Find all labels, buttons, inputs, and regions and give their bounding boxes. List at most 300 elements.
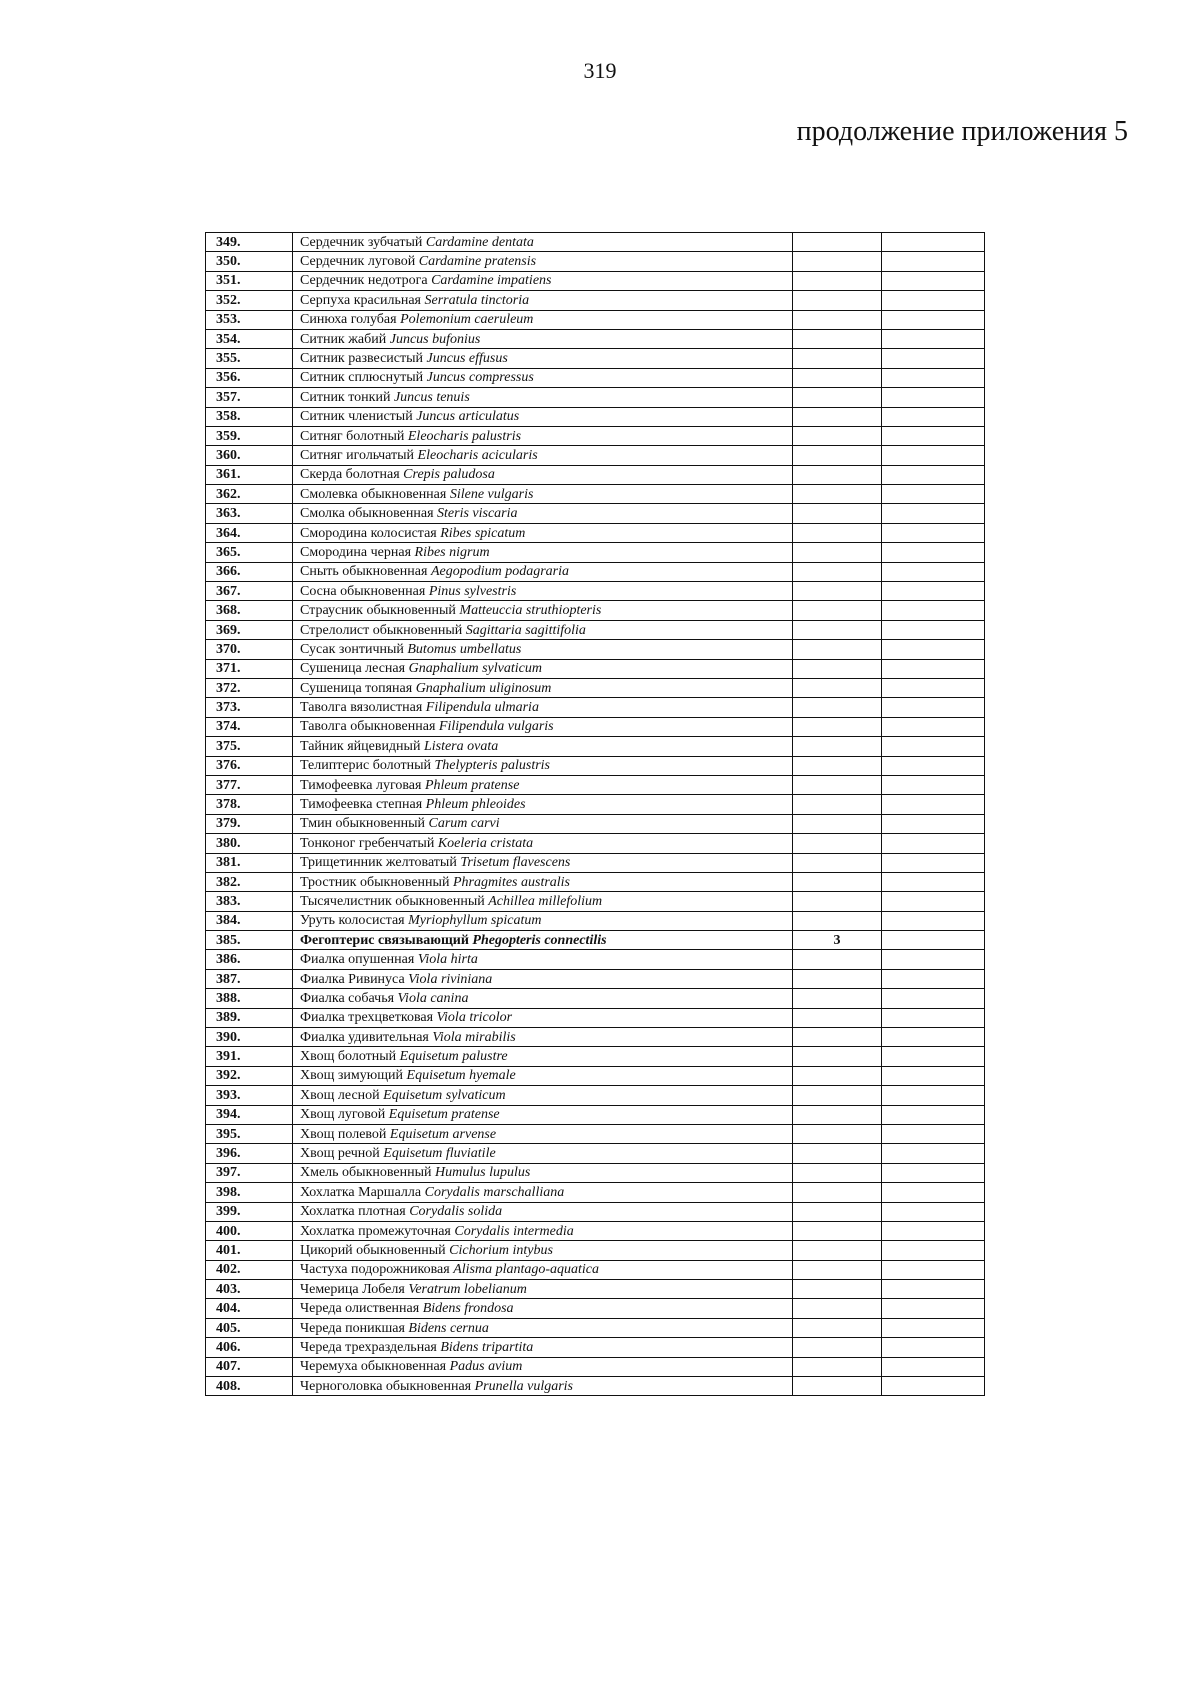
status-cell (793, 1280, 882, 1299)
species-name (293, 1008, 793, 1027)
species-name (293, 543, 793, 562)
note-cell (882, 1377, 985, 1396)
row-number: 355. (206, 349, 293, 368)
table-row (206, 446, 985, 465)
note-cell (882, 1221, 985, 1240)
table-row (206, 814, 985, 833)
note-cell (882, 775, 985, 794)
row-number: 360. (206, 446, 293, 465)
status-cell (793, 1318, 882, 1337)
species-name (293, 1357, 793, 1376)
note-cell (882, 543, 985, 562)
table-row (206, 1202, 985, 1221)
table-row (206, 1008, 985, 1027)
species-latin-name: Viola canina (397, 990, 469, 1006)
table-row (206, 989, 985, 1008)
species-latin-name: Phleum phleoides (425, 797, 526, 813)
row-number: 377. (206, 775, 293, 794)
table-row (206, 1299, 985, 1318)
species-latin-name: Eleocharis acicularis (417, 447, 538, 463)
species-latin-name: Serratula tinctoria (424, 292, 530, 308)
table-row (206, 950, 985, 969)
note-cell (882, 291, 985, 310)
table-row (206, 1280, 985, 1299)
species-russian-name: Ситник жабий (300, 331, 387, 347)
row-number: 391. (206, 1047, 293, 1066)
row-number: 349. (206, 233, 293, 252)
species-name (293, 892, 793, 911)
species-latin-name: Equisetum hyemale (406, 1068, 516, 1084)
species-russian-name: Сушеница лесная (300, 661, 406, 677)
table-row (206, 892, 985, 911)
species-name (293, 1377, 793, 1396)
table-row (206, 582, 985, 601)
table-row (206, 504, 985, 523)
species-name (293, 1047, 793, 1066)
table-row (206, 969, 985, 988)
note-cell (882, 950, 985, 969)
species-name (293, 659, 793, 678)
status-cell (793, 1086, 882, 1105)
species-russian-name: Хвощ зимующий (300, 1068, 404, 1084)
note-cell (882, 717, 985, 736)
row-number: 386. (206, 950, 293, 969)
species-latin-name: Listera ovata (423, 738, 499, 754)
row-number: 370. (206, 640, 293, 659)
row-number: 354. (206, 329, 293, 348)
row-number: 397. (206, 1163, 293, 1182)
status-cell (793, 388, 882, 407)
row-number: 406. (206, 1338, 293, 1357)
note-cell (882, 834, 985, 853)
species-latin-name: Ribes nigrum (414, 544, 490, 560)
status-cell (793, 678, 882, 697)
species-latin-name: Viola hirta (417, 952, 478, 968)
status-cell (793, 853, 882, 872)
species-latin-name: Viola tricolor (436, 1010, 513, 1026)
species-russian-name: Хохлатка промежуточная (300, 1223, 451, 1239)
row-number: 368. (206, 601, 293, 620)
status-cell (793, 717, 882, 736)
note-cell (882, 1008, 985, 1027)
species-name (293, 989, 793, 1008)
species-russian-name: Уруть колосистая (300, 913, 405, 929)
status-cell (793, 1028, 882, 1047)
table-row (206, 252, 985, 271)
species-russian-name: Череда трехраздельная (300, 1339, 437, 1355)
species-russian-name: Смолка обыкновенная (300, 506, 434, 522)
species-russian-name: Ситняг болотный (300, 428, 405, 444)
species-russian-name: Черноголовка обыкновенная (300, 1378, 472, 1394)
species-latin-name: Carum carvi (428, 816, 500, 832)
species-russian-name: Трищетинник желтоватый (300, 855, 457, 871)
table-row (206, 872, 985, 891)
note-cell (882, 601, 985, 620)
species-russian-name: Ситник развесистый (300, 351, 424, 367)
row-number: 408. (206, 1377, 293, 1396)
species-russian-name: Фиалка собачья (300, 990, 395, 1006)
species-latin-name: Viola mirabilis (432, 1029, 516, 1045)
species-russian-name: Хвощ речной (300, 1146, 380, 1162)
species-name (293, 911, 793, 930)
note-cell (882, 931, 985, 950)
note-cell (882, 892, 985, 911)
row-number: 352. (206, 291, 293, 310)
table-row (206, 698, 985, 717)
row-number: 353. (206, 310, 293, 329)
row-number: 398. (206, 1183, 293, 1202)
note-cell (882, 1028, 985, 1047)
species-latin-name: Juncus tenuis (393, 389, 470, 405)
note-cell (882, 485, 985, 504)
note-cell (882, 1357, 985, 1376)
table-row (206, 1163, 985, 1182)
note-cell (882, 329, 985, 348)
status-cell (793, 892, 882, 911)
table-row (206, 795, 985, 814)
page-number: 319 (583, 58, 617, 83)
species-latin-name: Phragmites australis (452, 874, 571, 890)
species-russian-name: Страусник обыкновенный (300, 603, 456, 619)
note-cell (882, 349, 985, 368)
species-name (293, 562, 793, 581)
note-cell (882, 523, 985, 542)
species-name (293, 368, 793, 387)
species-russian-name: Тимофеевка степная (300, 797, 423, 813)
status-cell (793, 1299, 882, 1318)
species-russian-name: Ситник членистый (300, 409, 413, 425)
row-number: 403. (206, 1280, 293, 1299)
species-name (293, 426, 793, 445)
species-name (293, 814, 793, 833)
table-row (206, 601, 985, 620)
species-name (293, 465, 793, 484)
status-cell (793, 911, 882, 930)
species-latin-name: Padus avium (449, 1359, 523, 1375)
table-row (206, 291, 985, 310)
species-name (293, 1124, 793, 1143)
species-table-body (206, 233, 985, 1396)
row-number: 374. (206, 717, 293, 736)
species-name (293, 446, 793, 465)
species-latin-name: Veratrum lobelianum (408, 1281, 527, 1297)
table-row (206, 853, 985, 872)
row-number: 383. (206, 892, 293, 911)
note-cell (882, 582, 985, 601)
species-russian-name: Частуха подорожниковая (300, 1262, 450, 1278)
table-row (206, 329, 985, 348)
species-russian-name: Сусак зонтичный (300, 641, 404, 657)
species-russian-name: Таволга вязолистная (300, 700, 423, 716)
species-name (293, 1241, 793, 1260)
row-number: 396. (206, 1144, 293, 1163)
row-number: 364. (206, 523, 293, 542)
row-number: 402. (206, 1260, 293, 1279)
species-name (293, 1221, 793, 1240)
note-cell (882, 911, 985, 930)
species-latin-name: Bidens cernua (408, 1320, 489, 1336)
note-cell (882, 465, 985, 484)
row-number: 367. (206, 582, 293, 601)
status-cell (793, 465, 882, 484)
status-cell (793, 310, 882, 329)
row-number: 407. (206, 1357, 293, 1376)
species-name (293, 233, 793, 252)
status-cell (793, 504, 882, 523)
table-row (206, 620, 985, 639)
species-russian-name: Смолевка обыкновенная (300, 486, 447, 502)
row-number: 361. (206, 465, 293, 484)
species-latin-name: Alisma plantago-aquatica (453, 1262, 600, 1278)
species-name (293, 969, 793, 988)
status-cell: 3 (793, 931, 882, 950)
note-cell (882, 252, 985, 271)
species-russian-name: Смородина черная (300, 544, 412, 560)
species-russian-name: Телиптерис болотный (300, 758, 431, 774)
note-cell (882, 271, 985, 290)
note-cell (882, 969, 985, 988)
row-number: 365. (206, 543, 293, 562)
species-name (293, 1163, 793, 1182)
species-russian-name: Фиалка опушенная (300, 952, 415, 968)
species-russian-name: Сердечник недотрога (300, 273, 428, 289)
row-number: 379. (206, 814, 293, 833)
species-russian-name: Синюха голубая (300, 312, 397, 328)
table-row (206, 737, 985, 756)
status-cell (793, 446, 882, 465)
status-cell (793, 1144, 882, 1163)
note-cell (882, 1047, 985, 1066)
row-number: 404. (206, 1299, 293, 1318)
species-name (293, 834, 793, 853)
species-latin-name: Cardamine impatiens (431, 273, 552, 289)
row-number: 350. (206, 252, 293, 271)
note-cell (882, 1144, 985, 1163)
species-latin-name: Filipendula vulgaris (438, 719, 554, 735)
note-cell (882, 814, 985, 833)
status-cell (793, 233, 882, 252)
table-row (206, 756, 985, 775)
species-name (293, 872, 793, 891)
table-row (206, 1086, 985, 1105)
table-row (206, 543, 985, 562)
species-name (293, 582, 793, 601)
table-row (206, 271, 985, 290)
species-name (293, 1144, 793, 1163)
species-latin-name: Crepis paludosa (403, 467, 495, 483)
row-number: 389. (206, 1008, 293, 1027)
species-name (293, 523, 793, 542)
species-name (293, 950, 793, 969)
status-cell (793, 582, 882, 601)
note-cell (882, 1260, 985, 1279)
table-row (206, 562, 985, 581)
species-latin-name: Juncus compressus (426, 370, 534, 386)
note-cell (882, 1086, 985, 1105)
species-russian-name: Стрелолист обыкновенный (300, 622, 463, 638)
species-name (293, 1028, 793, 1047)
row-number: 380. (206, 834, 293, 853)
status-cell (793, 1124, 882, 1143)
note-cell (882, 1163, 985, 1182)
species-name (293, 485, 793, 504)
species-name (293, 737, 793, 756)
table-row (206, 931, 985, 950)
species-russian-name: Чемерица Лобеля (300, 1281, 405, 1297)
note-cell (882, 872, 985, 891)
species-name (293, 620, 793, 639)
note-cell (882, 388, 985, 407)
note-cell (882, 853, 985, 872)
status-cell (793, 737, 882, 756)
species-name (293, 601, 793, 620)
note-cell (882, 562, 985, 581)
status-cell (793, 543, 882, 562)
status-cell (793, 1163, 882, 1182)
species-latin-name: Butomus umbellatus (407, 641, 522, 657)
table-row (206, 1338, 985, 1357)
status-cell (793, 1202, 882, 1221)
table-row (206, 640, 985, 659)
row-number: 399. (206, 1202, 293, 1221)
species-latin-name: Equisetum sylvaticum (383, 1087, 506, 1103)
row-number: 358. (206, 407, 293, 426)
note-cell (882, 1338, 985, 1357)
note-cell (882, 1066, 985, 1085)
status-cell (793, 523, 882, 542)
species-latin-name: Corydalis solida (409, 1204, 503, 1220)
species-russian-name: Тмин обыкновенный (300, 816, 425, 832)
species-russian-name: Сушеница топяная (300, 680, 413, 696)
table-row (206, 1377, 985, 1396)
row-number: 369. (206, 620, 293, 639)
species-latin-name: Koeleria cristata (437, 835, 534, 851)
note-cell (882, 368, 985, 387)
status-cell (793, 485, 882, 504)
row-number: 363. (206, 504, 293, 523)
note-cell (882, 1105, 985, 1124)
species-latin-name: Gnaphalium uliginosum (415, 680, 552, 696)
species-russian-name: Тонконог гребенчатый (300, 835, 435, 851)
table-row (206, 523, 985, 542)
status-cell (793, 1183, 882, 1202)
species-latin-name: Juncus articulatus (416, 409, 520, 425)
species-name (293, 756, 793, 775)
note-cell (882, 426, 985, 445)
species-name (293, 678, 793, 697)
table-row (206, 1028, 985, 1047)
row-number: 388. (206, 989, 293, 1008)
note-cell (882, 678, 985, 697)
species-russian-name: Хвощ лесной (300, 1087, 380, 1103)
row-number: 373. (206, 698, 293, 717)
note-cell (882, 620, 985, 639)
row-number: 400. (206, 1221, 293, 1240)
table-row (206, 1105, 985, 1124)
species-name (293, 349, 793, 368)
species-latin-name: Pinus sylvestris (428, 583, 517, 599)
row-number: 362. (206, 485, 293, 504)
species-name (293, 329, 793, 348)
status-cell (793, 659, 882, 678)
species-russian-name: Тимофеевка луговая (300, 777, 422, 793)
status-cell (793, 1357, 882, 1376)
note-cell (882, 1241, 985, 1260)
status-cell (793, 349, 882, 368)
note-cell (882, 698, 985, 717)
note-cell (882, 737, 985, 756)
row-number: 392. (206, 1066, 293, 1085)
row-number: 376. (206, 756, 293, 775)
species-latin-name: Trisetum flavescens (460, 855, 571, 871)
note-cell (882, 989, 985, 1008)
species-russian-name: Смородина колосистая (300, 525, 437, 541)
row-number: 393. (206, 1086, 293, 1105)
species-name (293, 1105, 793, 1124)
species-name (293, 698, 793, 717)
table-row (206, 1183, 985, 1202)
species-name (293, 1202, 793, 1221)
species-name (293, 271, 793, 290)
species-latin-name: Phegopteris connectilis (472, 932, 607, 948)
table-row (206, 1221, 985, 1240)
species-name (293, 717, 793, 736)
species-name (293, 1299, 793, 1318)
note-cell (882, 407, 985, 426)
row-number: 401. (206, 1241, 293, 1260)
row-number: 395. (206, 1124, 293, 1143)
status-cell (793, 1047, 882, 1066)
species-name (293, 310, 793, 329)
species-latin-name: Corydalis marschalliana (424, 1184, 565, 1200)
species-russian-name: Ситник сплюснутый (300, 370, 424, 386)
species-russian-name: Череда олиственная (300, 1301, 420, 1317)
status-cell (793, 407, 882, 426)
species-latin-name: Polemonium caeruleum (400, 312, 534, 328)
table-row (206, 1260, 985, 1279)
status-cell (793, 1008, 882, 1027)
status-cell (793, 1066, 882, 1085)
species-latin-name: Matteuccia struthiopteris (459, 603, 602, 619)
row-number: 351. (206, 271, 293, 290)
table-row (206, 1144, 985, 1163)
note-cell (882, 1124, 985, 1143)
status-cell (793, 620, 882, 639)
species-latin-name: Bidens tripartita (440, 1339, 534, 1355)
species-russian-name: Скерда болотная (300, 467, 400, 483)
status-cell (793, 795, 882, 814)
species-latin-name: Aegopodium podagraria (430, 564, 570, 580)
species-name (293, 1338, 793, 1357)
note-cell (882, 1280, 985, 1299)
row-number: 384. (206, 911, 293, 930)
species-russian-name: Ситняг игольчатый (300, 447, 415, 463)
species-russian-name: Сердечник луговой (300, 254, 416, 270)
continuation-heading: продолжение приложения 5 (796, 116, 1128, 147)
species-latin-name: Silene vulgaris (449, 486, 534, 502)
species-russian-name: Цикорий обыкновенный (300, 1243, 446, 1258)
status-cell (793, 562, 882, 581)
species-latin-name: Ribes spicatum (440, 525, 526, 541)
species-latin-name: Equisetum pratense (388, 1107, 500, 1123)
species-russian-name: Сныть обыкновенная (300, 564, 428, 580)
species-name (293, 252, 793, 271)
status-cell (793, 872, 882, 891)
status-cell (793, 756, 882, 775)
species-latin-name: Cardamine dentata (425, 234, 534, 250)
status-cell (793, 1105, 882, 1124)
note-cell (882, 1183, 985, 1202)
